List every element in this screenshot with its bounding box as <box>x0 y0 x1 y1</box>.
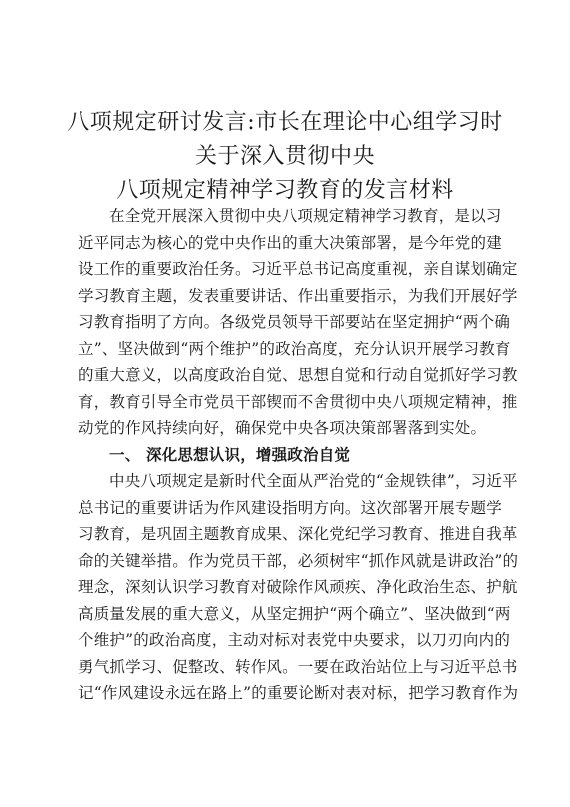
paragraph-line: 立”、坚决做到“两个维护”的政治高度，充分认识开展学习教育 <box>78 339 511 358</box>
paragraph-line: 近平同志为核心的党中央作出的重大决策部署，是今年党的建 <box>78 233 502 252</box>
document-title <box>0 106 570 208</box>
title-line-1: 八项规定研讨发言:市长在理论中心组学习时 <box>67 110 503 135</box>
paragraph-2 <box>78 468 519 707</box>
paragraph-line: 勇气抓学习、促整改、转作风。一要在政治站位上与习近平总书 <box>78 657 518 676</box>
paragraph-line: 总书记的重要讲话为作风建设指明方向。这次部署开展专题学 <box>78 498 502 517</box>
paragraph-line: 命的关键举措。作为党员干部，必须树牢“抓作风就是讲政治”的 <box>78 551 519 570</box>
paragraph-line: 个维护”的政治高度，主动对标对表党中央要求，以刀刃向内的 <box>78 631 511 649</box>
paragraph-line: 的重大意义，以高度政治自觉、思想自觉和行动自觉抓好学习教 <box>78 366 518 384</box>
paragraph-line: 习教育指明了方向。各级党员领导干部要站在坚定拥护“两个确 <box>78 313 511 331</box>
paragraph-line: 育，教育引导全市党员干部锲而不舍贯彻中央八项规定精神，推 <box>78 392 518 411</box>
paragraph-1 <box>78 203 518 442</box>
section-heading: 一、 深化思想认识，增强政治自觉 <box>109 444 351 464</box>
paragraph-line: 记“作风建设永远在路上”的重要论断对表对标，把学习教育作为 <box>78 684 519 702</box>
document-body <box>78 203 519 707</box>
paragraph-line: 理念，深刻认识学习教育对破除作风顽疾、净化政治生态、护航 <box>78 578 518 596</box>
paragraph-line: 动党的作风持续向好，确保党中央各项决策部署落到实处。 <box>78 419 487 437</box>
paragraph-line: 设工作的重要政治任务。习近平总书记高度重视，亲自谋划确定 <box>78 260 518 278</box>
paragraph-line: 学习教育主题，发表重要讲话、作出重要指示，为我们开展好学 <box>78 286 518 305</box>
paragraph-line: 习教育，是巩固主题教育成果、深化党纪学习教育、推进自我革 <box>78 525 518 543</box>
paragraph-line: 高质量发展的重大意义，从坚定拥护“两个确立”、坚决做到“两 <box>78 604 511 623</box>
title-line-3: 八项规定精神学习教育的发言材料 <box>116 178 454 203</box>
paragraph-line: 在全党开展深入贯彻中央八项规定精神学习教育，是以习 <box>109 207 502 225</box>
paragraph-line: 中央八项规定是新时代全面从严治党的“金规铁律”，习近平 <box>109 472 518 490</box>
title-line-2: 关于深入贯彻中央 <box>194 144 375 169</box>
